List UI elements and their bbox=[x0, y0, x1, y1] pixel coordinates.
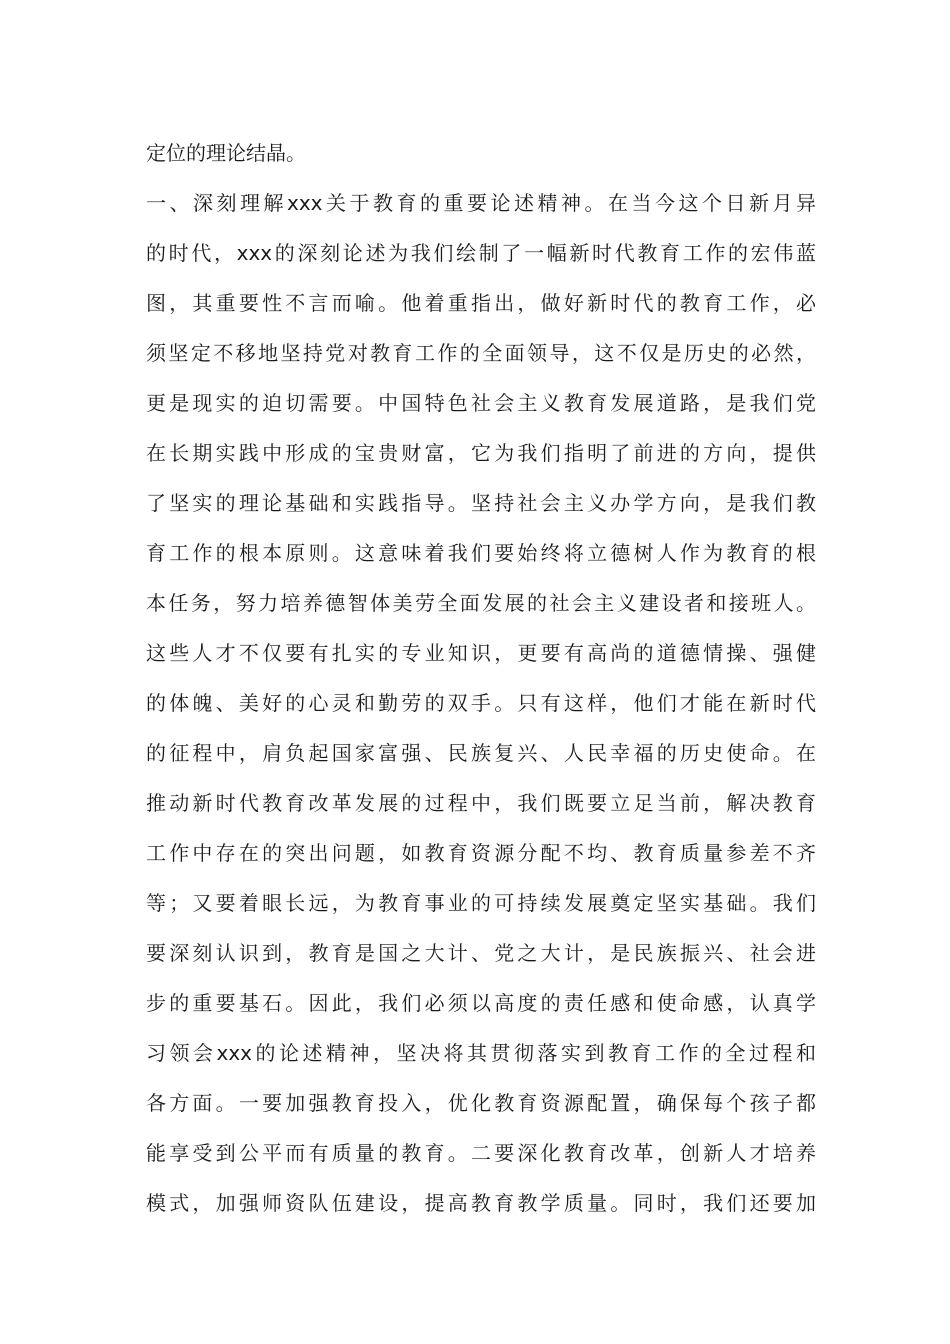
text-line: 这些人才不仅要有扎实的专业知识，更要有高尚的道德情操、强健 bbox=[146, 641, 816, 665]
text-line: 定位的理论结晶。 bbox=[146, 141, 306, 165]
text-line: 工作中存在的突出问题，如教育资源分配不均、教育质量参差不齐 bbox=[146, 841, 816, 865]
text-line: 的征程中，肩负起国家富强、民族复兴、人民幸福的历史使命。在 bbox=[146, 741, 816, 765]
text-line: 模式，加强师资队伍建设，提高教育教学质量。同时，我们还要加 bbox=[146, 1191, 816, 1215]
text-line: 的体魄、美好的心灵和勤劳的双手。只有这样，他们才能在新时代 bbox=[146, 691, 816, 715]
text-line: 的时代，xxx的深刻论述为我们绘制了一幅新时代教育工作的宏伟蓝 bbox=[146, 241, 816, 265]
body-text bbox=[146, 134, 816, 1234]
text-line: 育工作的根本原则。这意味着我们要始终将立德树人作为教育的根 bbox=[146, 541, 816, 565]
text-line: 各方面。一要加强教育投入，优化教育资源配置，确保每个孩子都 bbox=[146, 1091, 816, 1115]
text-line: 等；又要着眼长远，为教育事业的可持续发展奠定坚实基础。我们 bbox=[146, 891, 816, 915]
text-line: 习领会xxx的论述精神，坚决将其贯彻落实到教育工作的全过程和 bbox=[146, 1041, 816, 1065]
text-line: 须坚定不移地坚持党对教育工作的全面领导，这不仅是历史的必然， bbox=[146, 341, 816, 365]
text-line: 在长期实践中形成的宝贵财富，它为我们指明了前进的方向，提供 bbox=[146, 441, 816, 465]
text-line: 能享受到公平而有质量的教育。二要深化教育改革，创新人才培养 bbox=[146, 1141, 816, 1165]
text-line: 图，其重要性不言而喻。他着重指出，做好新时代的教育工作，必 bbox=[146, 291, 816, 315]
text-line: 要深刻认识到，教育是国之大计、党之大计，是民族振兴、社会进 bbox=[146, 941, 816, 965]
text-line: 了坚实的理论基础和实践指导。坚持社会主义办学方向，是我们教 bbox=[146, 491, 816, 515]
text-line: 步的重要基石。因此，我们必须以高度的责任感和使命感，认真学 bbox=[146, 991, 816, 1015]
text-line: 一、深刻理解xxx关于教育的重要论述精神。在当今这个日新月异 bbox=[146, 191, 816, 215]
text-line: 更是现实的迫切需要。中国特色社会主义教育发展道路，是我们党 bbox=[146, 391, 816, 415]
text-line: 本任务，努力培养德智体美劳全面发展的社会主义建设者和接班人。 bbox=[146, 591, 816, 615]
text-line: 推动新时代教育改革发展的过程中，我们既要立足当前，解决教育 bbox=[146, 791, 816, 815]
